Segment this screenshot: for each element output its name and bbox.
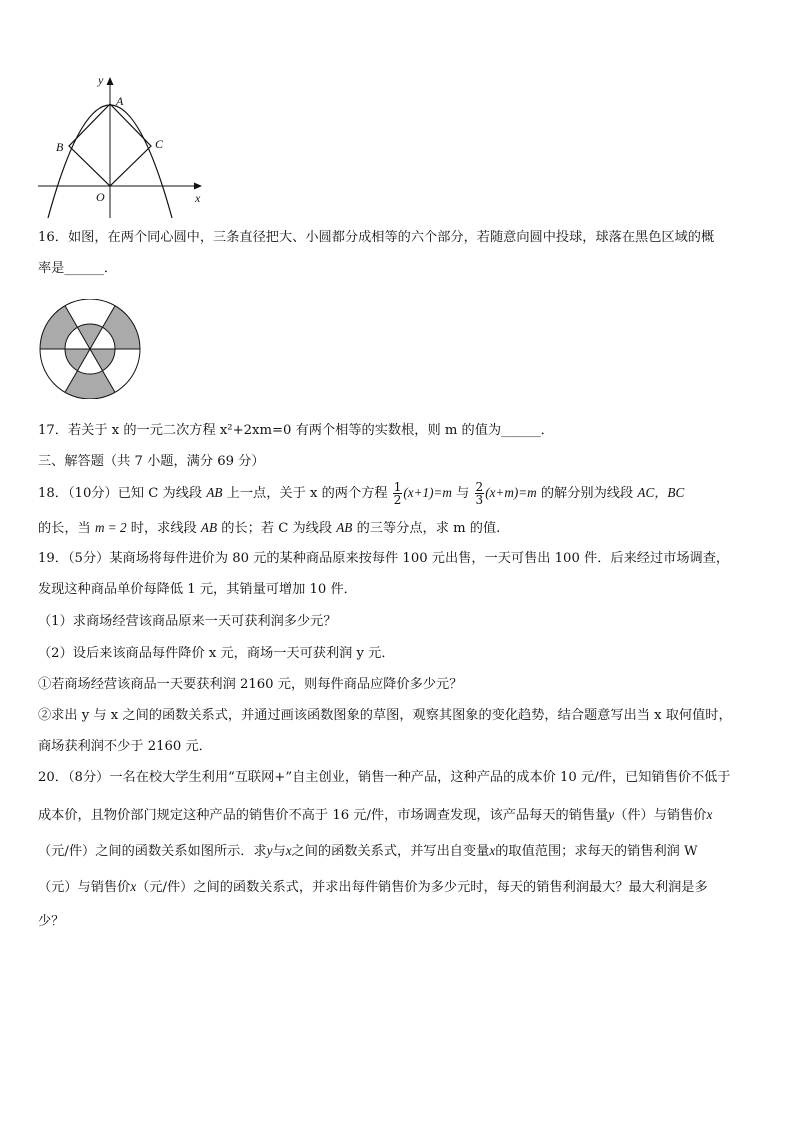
q20-l4a: （元）与销售价 (38, 880, 131, 895)
q18-l2d: 的三等分点，求 m 的值. (356, 521, 501, 536)
q18-fraction-1: $\frac{1}{2}$ (393, 480, 402, 507)
q20-l3d: 的取值范围；求每天的销售利润 W (495, 844, 698, 859)
q18-ac-bc: AC，BC (637, 485, 685, 500)
q18-p2: 上一点，关于 x 的两个方程 (226, 486, 388, 501)
q20-l4b: （元/件）之间的函数关系式，并求出每件销售价为多少元时，每天的销售利润最大？最大利润是多 (136, 880, 708, 895)
q20-l4x: x (130, 879, 137, 894)
concentric-circles-figure (36, 299, 146, 399)
q20-line2 (38, 807, 712, 824)
q18-line1 (38, 479, 684, 507)
q19-circle1: ①若商场经营该商品一天要获利润 2160 元，则每件商品应降价多少元？ (38, 677, 463, 692)
q20-line3 (38, 843, 698, 860)
label-a: A (116, 94, 124, 108)
section-title: 三、解答题（共 7 小题，满分 69 分） (38, 454, 265, 469)
q16-line1: 16．如图，在两个同心圆中，三条直径把大、小圆都分成相等的六个部分，若随意向圆中投球，球落在黑色区域的概 (38, 230, 715, 245)
y-axis-arrow (107, 77, 114, 85)
q20-l2y: y (608, 807, 615, 822)
label-o: O (96, 190, 105, 204)
q20-line4 (38, 879, 708, 896)
q19-circle2a: ②求出 y 与 x 之间的函数关系式，并通过画该函数图象的草图，观察其图象的变化趋势，结合题意写出当 x 取何值时， (38, 708, 732, 723)
q19-sub1: （1）求商场经营该商品原来一天可获利润多少元？ (38, 614, 337, 629)
q20-l2b: （件）与销售价 (614, 808, 707, 823)
label-c: C (155, 137, 164, 151)
q18-eq2: (x+m)=m (485, 485, 537, 500)
q17-text: 17．若关于 x 的一元二次方程 x²+2xm=0 有两个相等的实数根，则 m 的值为______． (38, 423, 554, 438)
q20-l3y: y (266, 843, 273, 858)
q18-l2c: 的长；若 C 为线段 (221, 521, 333, 536)
q19-line1: 19．（5分）某商场将每件进价为 80 元的某种商品原来按每件 100 元出售，一天可售出 100 件．后来经过市场调查， (38, 551, 730, 566)
q19-sub2: （2）设后来该商品每件降价 x 元，商场一天可获利润 y 元． (38, 646, 395, 661)
q18-p1: 18．（10分）已知 C 为线段 (38, 486, 203, 501)
q20-line1: 20．（8分）一名在校大学生利用“互联网+”自主创业，销售一种产品，这种产品的成本价 10 元/件，已知销售价不低于 (38, 770, 731, 785)
q20-l3x2: x (489, 843, 496, 858)
q18-ab: AB (206, 485, 223, 500)
q20-l3x: x (285, 843, 292, 858)
label-b: B (56, 140, 64, 154)
q20-l3b: 与 (272, 844, 286, 859)
q20-l3a: （元/件）之间的函数关系如图所示．求 (38, 844, 267, 859)
q18-eq1: (x+1)=m (403, 485, 452, 500)
q20-l2: 成本价，且物价部门规定这种产品的销售价不高于 16 元/件，市场调查发现，该产品每天的销售量 (38, 808, 609, 823)
q20-line5: 少？ (38, 914, 65, 929)
q18-p3: 的解分别为线段 (540, 486, 634, 501)
q18-l2b: 时，求线段 (130, 521, 197, 536)
q18-m2: m = 2 (94, 520, 127, 535)
q18-ab3: AB (336, 520, 353, 535)
label-x: x (195, 191, 201, 205)
q18-fraction-2: $\frac{2}{3}$ (475, 480, 484, 507)
q18-with: 与 (456, 486, 470, 501)
q16-line2: 率是______． (38, 261, 118, 276)
q19-circle2b: 商场获利润不少于 2160 元． (38, 739, 212, 754)
q18-l2a: 的长，当 (38, 521, 91, 536)
q19-line2: 发现这种商品单价每降低 1 元，其销量可增加 10 件． (38, 582, 357, 597)
q20-l3c: 之间的函数关系式，并写出自变量 (291, 844, 490, 859)
q18-line2 (38, 520, 500, 537)
label-y: y (98, 73, 104, 87)
q18-ab2: AB (200, 520, 218, 535)
q20-l2x: x (706, 807, 713, 822)
x-axis-arrow (194, 183, 202, 190)
